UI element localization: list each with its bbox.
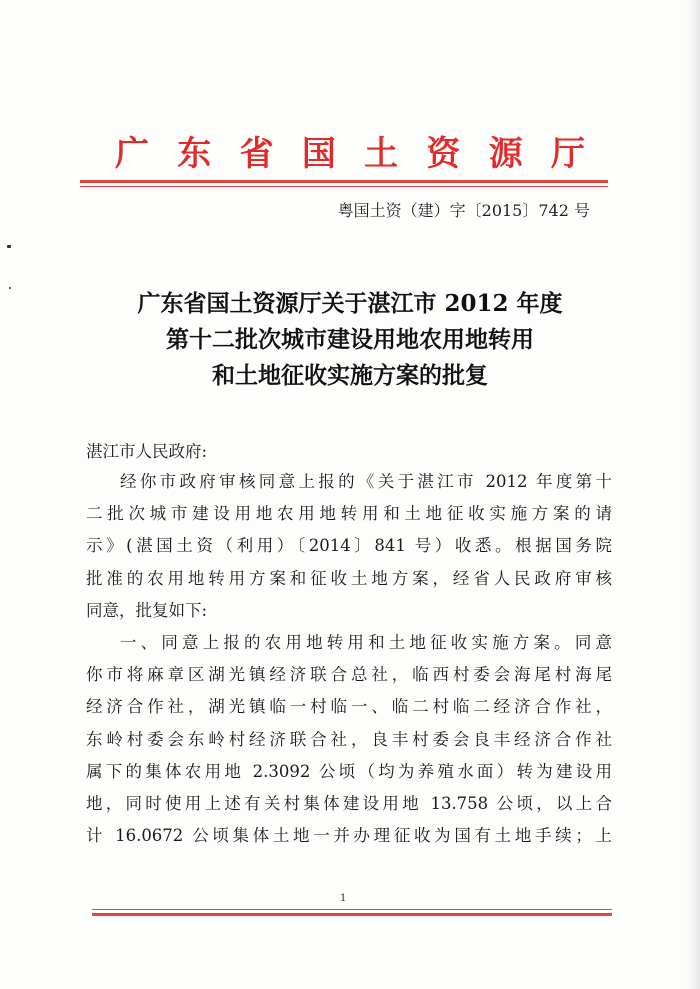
scan-edge bbox=[686, 0, 700, 989]
document-title bbox=[60, 286, 640, 394]
letterhead-char: 源 bbox=[488, 133, 523, 174]
title-line: 和土地征收实施方案的批复 bbox=[212, 362, 488, 389]
document-number: 粤国土资（建）字〔2015〕742 号 bbox=[337, 201, 590, 220]
letterhead-char: 资 bbox=[426, 133, 461, 174]
body-line: 经你市政府审核同意上报的《关于湛江市 2012 年度第十 bbox=[120, 472, 612, 491]
addressee: 湛江市人民政府: bbox=[86, 442, 208, 461]
letterhead-title bbox=[115, 130, 585, 174]
letterhead-char: 东 bbox=[177, 133, 212, 174]
body-line: 计 16.0672 公顷集体土地一并办理征收为国有土地手续；上 bbox=[86, 826, 612, 846]
body-line: 属下的集体农用地 2.3092 公顷（均为养殖水面）转为建设用 bbox=[86, 761, 612, 781]
body-line: 地，同时使用上述有关村集体建设用地 13.758 公顷，以上合 bbox=[86, 794, 612, 814]
body-line: 示》(湛国土资（利用）〔2014〕841 号）收悉。根据国务院 bbox=[86, 536, 612, 556]
letterhead-char: 厅 bbox=[550, 133, 585, 174]
title-line: 第十二批次城市建设用地农用地转用 bbox=[166, 326, 534, 353]
letterhead-char: 土 bbox=[364, 133, 399, 174]
page-number: 1 bbox=[340, 893, 347, 904]
document-body bbox=[86, 466, 612, 852]
letterhead-rule-thick bbox=[80, 180, 608, 183]
body-line: 你市将麻章区湖光镇经济联合总社，临西村委会海尾村海尾 bbox=[86, 665, 612, 685]
letterhead-char: 广 bbox=[115, 133, 149, 174]
letterhead-char: 省 bbox=[239, 133, 274, 174]
footer-rule-thin bbox=[92, 909, 612, 910]
body-line: 经济合作社，湖光镇临一村临一、临二村临二经济合作社， bbox=[86, 697, 612, 717]
body-line: 一、同意上报的农用地转用和土地征收实施方案。同意 bbox=[120, 633, 612, 653]
footer-rule-thick bbox=[92, 913, 612, 916]
body-line: 二批次城市建设用地农用地转用和土地征收实施方案的请 bbox=[86, 504, 612, 524]
title-line: 广东省国土资源厅关于湛江市 2012 年度 bbox=[137, 290, 563, 317]
body-line: 同意，批复如下: bbox=[86, 600, 208, 620]
letterhead-char: 国 bbox=[301, 133, 336, 174]
scan-mark bbox=[7, 245, 11, 248]
letterhead-rule-thin bbox=[80, 186, 608, 187]
body-line: 批准的农用地转用方案和征收土地方案，经省人民政府审核 bbox=[86, 568, 612, 588]
scan-mark bbox=[9, 287, 11, 289]
body-line: 东岭村委会东岭村经济联合社，良丰村委会良丰经济合作社 bbox=[86, 729, 612, 749]
